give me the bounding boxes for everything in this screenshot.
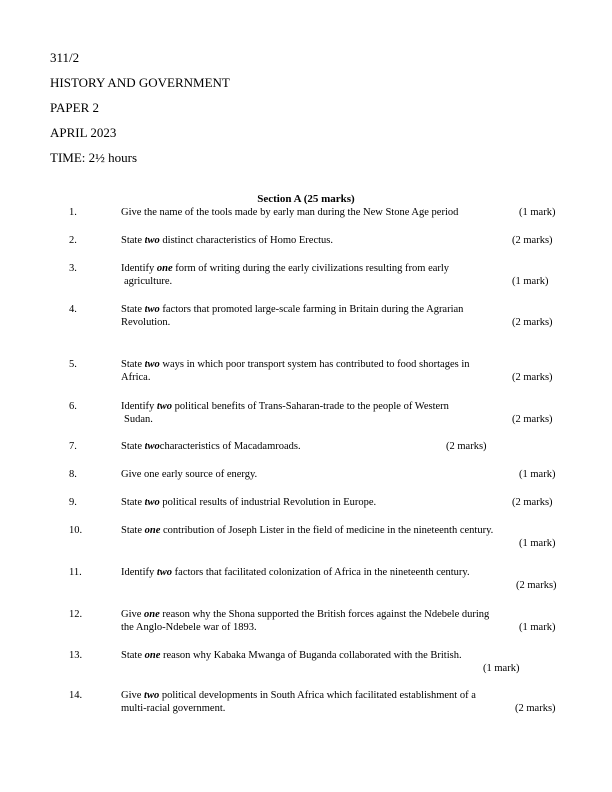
question-number: 14. <box>69 690 83 701</box>
question-line: Give one reason why the Shona supported the British forces against the Ndebele during <box>121 609 490 620</box>
emphasis-word: two <box>144 441 160 452</box>
question-marks: (1 mark) <box>519 207 556 218</box>
question-text <box>121 441 566 454</box>
question-line: State two factors that promoted large-scale farming in Britain during the Agrarian <box>121 304 464 315</box>
question-line: State one contribution of Joseph Lister in the field of medicine in the nineteenth century. <box>121 525 494 536</box>
question-text <box>121 469 566 482</box>
question-line: Identify two factors that facilitated colonization of Africa in the nineteenth century. <box>121 567 470 578</box>
question-line: Africa. <box>121 371 151 383</box>
question-marks: (2 marks) <box>446 441 487 452</box>
question-text <box>121 304 566 329</box>
question-text <box>121 525 566 538</box>
emphasis-word: two <box>144 304 160 315</box>
question-marks: (2 marks) <box>512 414 553 425</box>
emphasis-word: one <box>144 650 161 661</box>
question-line: State twocharacteristics of Macadamroads. <box>121 441 301 452</box>
emphasis-word: one <box>144 609 160 620</box>
question-marks: (2 marks) <box>516 580 557 591</box>
question-text <box>121 359 566 384</box>
question-marks: (1 mark) <box>519 469 556 480</box>
question-text <box>121 567 566 580</box>
question-number: 3. <box>69 263 77 274</box>
paper-number: PAPER 2 <box>50 100 100 115</box>
question-marks: (2 marks) <box>515 703 556 714</box>
emphasis-word: two <box>144 235 160 246</box>
question-marks: (2 marks) <box>512 497 553 508</box>
question-line: State two political results of industrial Revolution in Europe. <box>121 497 377 508</box>
section-title: Section A (25 marks) <box>257 193 355 205</box>
question-line: Identify one form of writing during the early civilizations resulting from early <box>121 263 450 274</box>
paper-code: 311/2 <box>50 50 80 65</box>
question-marks: (1 mark) <box>519 538 556 549</box>
question-text <box>121 401 566 426</box>
question-number: 8. <box>69 469 77 480</box>
emphasis-word: two <box>144 690 160 701</box>
question-text <box>121 235 566 248</box>
question-line: Give two political developments in South Africa which facilitated establishment of a <box>121 690 476 701</box>
emphasis-word: one <box>144 525 161 536</box>
exam-date: APRIL 2023 <box>50 125 117 140</box>
question-line: Sudan. <box>124 413 153 425</box>
question-line: Revolution. <box>121 316 171 328</box>
question-number: 4. <box>69 304 77 315</box>
question-marks: (2 marks) <box>512 235 553 246</box>
question-line: Give one early source of energy. <box>121 469 258 480</box>
question-text <box>121 263 566 288</box>
question-number: 6. <box>69 401 77 412</box>
question-number: 1. <box>69 207 77 218</box>
question-number: 13. <box>69 650 83 661</box>
question-number: 9. <box>69 497 77 508</box>
question-number: 12. <box>69 609 83 620</box>
question-line: State two ways in which poor transport system has contributed to food shortages in <box>121 359 470 370</box>
question-line: the Anglo-Ndebele war of 1893. <box>121 621 257 633</box>
question-marks: (1 mark) <box>483 663 520 674</box>
emphasis-word: two <box>156 401 173 412</box>
emphasis-word: two <box>156 567 173 578</box>
question-text <box>121 497 566 510</box>
question-line: Give the name of the tools made by early man during the New Stone Age period <box>121 207 459 218</box>
emphasis-word: two <box>144 359 160 370</box>
question-text <box>121 690 566 715</box>
emphasis-word: one <box>156 263 173 274</box>
question-line: agriculture. <box>124 275 173 287</box>
emphasis-word: two <box>144 497 160 508</box>
question-line: State two distinct characteristics of Homo Erectus. <box>121 235 333 246</box>
question-number: 5. <box>69 359 77 370</box>
question-marks: (2 marks) <box>512 317 553 328</box>
question-marks: (1 mark) <box>512 276 549 287</box>
question-marks: (2 marks) <box>512 372 553 383</box>
question-number: 11. <box>69 567 82 578</box>
question-number: 10. <box>69 525 83 536</box>
question-line: Identify two political benefits of Trans-Saharan-trade to the people of Western <box>121 401 449 412</box>
question-marks: (1 mark) <box>519 622 556 633</box>
question-line: State one reason why Kabaka Mwanga of Buganda collaborated with the British. <box>121 650 462 661</box>
exam-time: TIME: 2½ hours <box>50 150 138 165</box>
question-number: 7. <box>69 441 77 452</box>
question-text <box>121 207 566 220</box>
question-number: 2. <box>69 235 77 246</box>
question-text <box>121 650 566 663</box>
subject-title: HISTORY AND GOVERNMENT <box>50 75 230 90</box>
question-text <box>121 609 566 634</box>
question-line: multi-racial government. <box>121 702 226 714</box>
